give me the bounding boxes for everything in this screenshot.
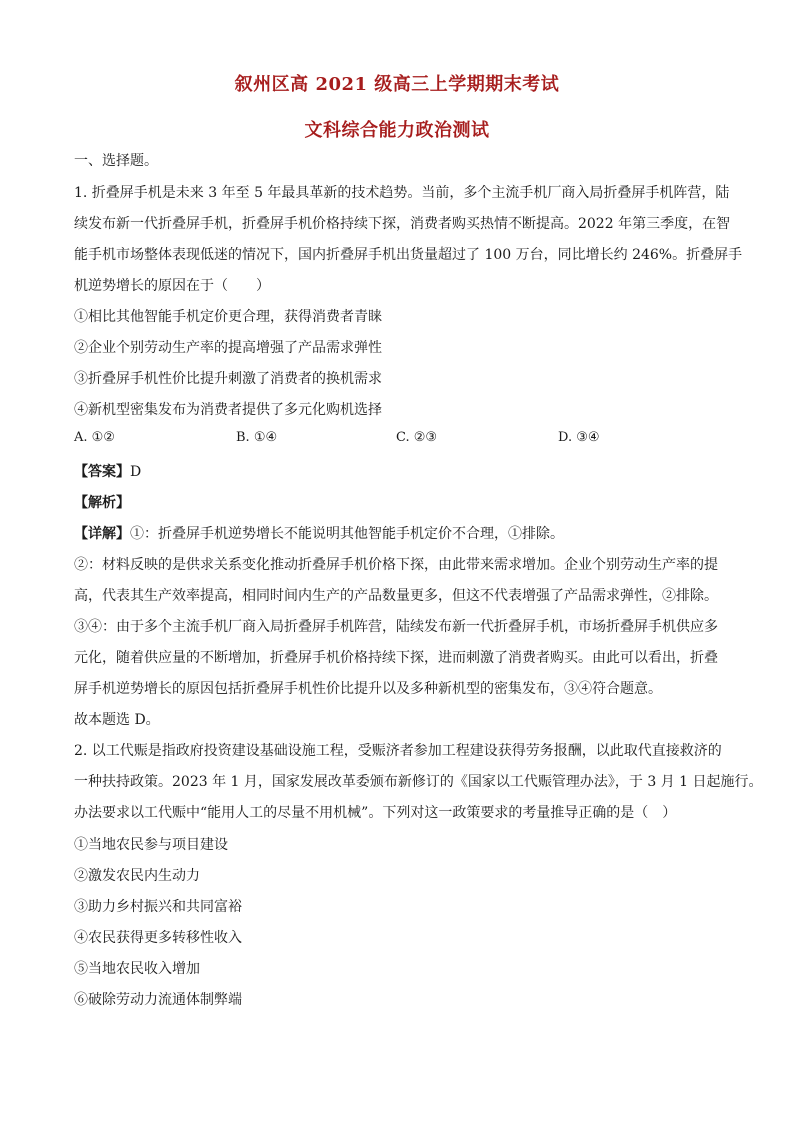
q1-detail-line-2: ②：材料反映的是供求关系变化推动折叠屏手机价格下探，由此带来需求增加。企业个别劳动生产率的提 [74, 557, 718, 573]
answer-value: D [130, 464, 142, 480]
page-title: 叙州区高 2021 级高三上学期期末考试 [234, 74, 560, 95]
detail-tag: 【详解】 [74, 526, 130, 542]
q1-choice-d: D. ③④ [558, 430, 600, 445]
q1-stem-line-3: 能手机市场整体表现低迷的情况下，国内折叠屏手机出货量超过了 100 万台，同比增长约 246%。折叠屏手 [74, 247, 743, 263]
q1-detail-line-5: 元化，随着供应量的不断增加，折叠屏手机价格持续下探，进而刺激了消费者购买。由此可以看出，折叠 [74, 650, 718, 666]
q1-choices [74, 430, 724, 452]
section-heading: 一、选择题。 [74, 153, 158, 169]
q2-option-5: ⑤当地农民收入增加 [74, 961, 200, 977]
q1-detail-line-1 [74, 523, 724, 545]
q2-stem-line-3: 办法要求以工代赈中“能用人工的尽量不用机械”。下列对这一政策要求的考量推导正确的是（ ） [74, 805, 677, 821]
q2-option-1: ①当地农民参与项目建设 [74, 837, 228, 853]
q1-answer [74, 461, 724, 483]
q1-detail-line-3: 高，代表其生产效率提高，相同时间内生产的产品数量更多，但这不代表增强了产品需求弹性，②排除。 [74, 588, 718, 604]
q1-stem-line-1: 1. 折叠屏手机是未来 3 年至 5 年最具革新的技术趋势。当前，多个主流手机厂商入局折叠屏手机阵营，陆 [74, 185, 730, 201]
detail-text: ①：折叠屏手机逆势增长不能说明其他智能手机定价不合理，①排除。 [130, 526, 564, 542]
q2-option-2: ②激发农民内生动力 [74, 868, 200, 884]
q2-option-6: ⑥破除劳动力流通体制弊端 [74, 992, 242, 1008]
q2-stem-line-1: 2. 以工代赈是指政府投资建设基础设施工程，受赈济者参加工程建设获得劳务报酬，以此取代直接救济的 [74, 743, 722, 759]
q1-choice-c: C. ②③ [396, 430, 438, 445]
q1-option-1: ①相比其他智能手机定价更合理，获得消费者青睐 [74, 309, 382, 325]
q1-option-2: ②企业个别劳动生产率的提高增强了产品需求弹性 [74, 340, 382, 356]
q1-detail-line-4: ③④：由于多个主流手机厂商入局折叠屏手机阵营，陆续发布新一代折叠屏手机，市场折叠屏手机供应多 [74, 619, 718, 635]
q1-option-4: ④新机型密集发布为消费者提供了多元化购机选择 [74, 402, 382, 418]
q1-detail-line-7: 故本题选 D。 [74, 712, 160, 728]
q1-stem-line-4: 机逆势增长的原因在于（ ） [74, 278, 270, 294]
q2-option-3: ③助力乡村振兴和共同富裕 [74, 899, 242, 915]
q1-choice-b: B. ①④ [236, 430, 278, 445]
q1-detail-line-6: 屏手机逆势增长的原因包括折叠屏手机性价比提升以及多种新机型的密集发布，③④符合题意。 [74, 681, 662, 697]
q2-option-4: ④农民获得更多转移性收入 [74, 930, 242, 946]
q1-analysis-heading [74, 492, 724, 514]
q2-stem-line-2: 一种扶持政策。2023 年 1 月，国家发展改革委颁布新修订的《国家以工代赈管理办法》，于 3 月 1 日起施行。 [74, 774, 763, 790]
analysis-tag: 【解析】 [74, 495, 130, 511]
page-subtitle: 文科综合能力政治测试 [304, 120, 490, 141]
q1-option-3: ③折叠屏手机性价比提升刺激了消费者的换机需求 [74, 371, 382, 387]
answer-tag: 【答案】 [74, 464, 130, 480]
q1-choice-a: A. ①② [74, 430, 115, 445]
q1-stem-line-2: 续发布新一代折叠屏手机，折叠屏手机价格持续下探，消费者购买热情不断提高。2022 年第三季度，在智 [74, 216, 731, 232]
